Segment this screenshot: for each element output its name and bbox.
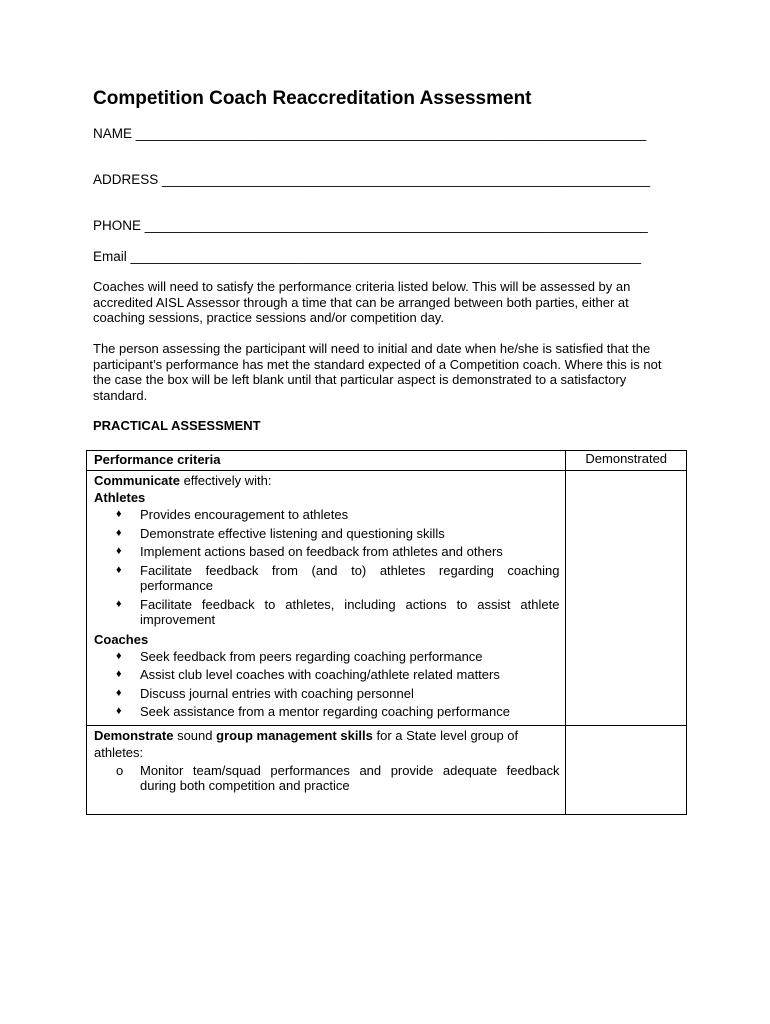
list-item: ♦ Discuss journal entries with coaching personnel (116, 685, 414, 701)
diamond-bullet-icon: ♦ (116, 526, 122, 539)
diamond-bullet-icon: ♦ (116, 597, 122, 610)
diamond-bullet-icon: ♦ (116, 649, 122, 662)
athletes-heading: Athletes (94, 490, 146, 505)
circle-bullet-icon: o (116, 762, 124, 778)
demonstrate-list (94, 763, 559, 794)
table-row (87, 725, 687, 814)
list-item: ♦ Implement actions based on feedback from athletes and others (116, 544, 503, 559)
list-item: ♦ Facilitate feedback to athletes, including actions to assist athlete improvement (116, 596, 560, 627)
header-demonstrated: Demonstrated (566, 451, 687, 471)
diamond-bullet-icon: ♦ (116, 563, 122, 576)
intro-paragraph: Coaches will need to satisfy the performance criteria listed below. This will be assessed by an accredited AISL Assessor through a time that can be arranged between both parties, either at coaching sessions, practice sessions and/or competition day. (93, 279, 631, 325)
communicate-intro (94, 472, 559, 489)
document-title: Competition Coach Reaccreditation Assessment (93, 88, 532, 109)
list-item: ♦ Facilitate feedback from (and to) athletes regarding coaching performance (116, 562, 560, 593)
athletes-list (94, 507, 559, 628)
list-item: ♦ Assist club level coaches with coaching/athlete related matters (116, 667, 500, 682)
list-item: o Monitor team/squad performances and provide adequate feedback during both competition and practice (116, 762, 560, 793)
coaches-heading: Coaches (94, 631, 149, 647)
list-item: ♦ Demonstrate effective listening and questioning skills (116, 525, 445, 541)
header-performance-criteria: Performance criteria (87, 451, 566, 471)
list-item: ♦ Seek feedback from peers regarding coaching performance (116, 648, 483, 664)
address-field[interactable]: ADDRESS _________________________________________________________________ (93, 172, 651, 187)
diamond-bullet-icon: ♦ (116, 508, 122, 520)
section-title: PRACTICAL ASSESSMENT (93, 418, 261, 433)
table-header-row (87, 451, 687, 471)
name-field[interactable]: NAME ____________________________________________________________________ (93, 126, 647, 141)
communicate-demonstrated-cell[interactable] (566, 471, 687, 726)
list-item: ♦ Seek assistance from a mentor regarding coaching performance (116, 704, 510, 719)
list-item: ♦ Provides encouragement to athletes (116, 507, 349, 522)
table-row (87, 471, 687, 726)
assessor-paragraph: The person assessing the participant will need to initial and date when he/she is satisfied that the participant’s performance has met the standard expected of a Competition coach. Where this is not the case the box will be left blank until that particular aspect is demonstrated to a satisfactory standard. (93, 341, 662, 403)
demonstrate-criteria-cell (87, 725, 566, 814)
demonstrate-demonstrated-cell[interactable] (566, 725, 687, 814)
communicate-bold: Communicate (94, 473, 180, 488)
diamond-bullet-icon: ♦ (116, 686, 122, 699)
email-field[interactable]: Email ____________________________________________________________________ (93, 249, 642, 264)
diamond-bullet-icon: ♦ (116, 668, 122, 680)
demonstrate-intro: Demonstrate sound group management skills for a State level group of athletes: (94, 727, 519, 760)
communicate-criteria-cell (87, 471, 566, 726)
diamond-bullet-icon: ♦ (116, 545, 122, 557)
coaches-list (94, 649, 559, 720)
phone-field[interactable]: PHONE ___________________________________________________________________ (93, 218, 648, 233)
assessment-table (86, 450, 687, 815)
diamond-bullet-icon: ♦ (116, 705, 122, 717)
communicate-rest: effectively with: (179, 473, 272, 488)
